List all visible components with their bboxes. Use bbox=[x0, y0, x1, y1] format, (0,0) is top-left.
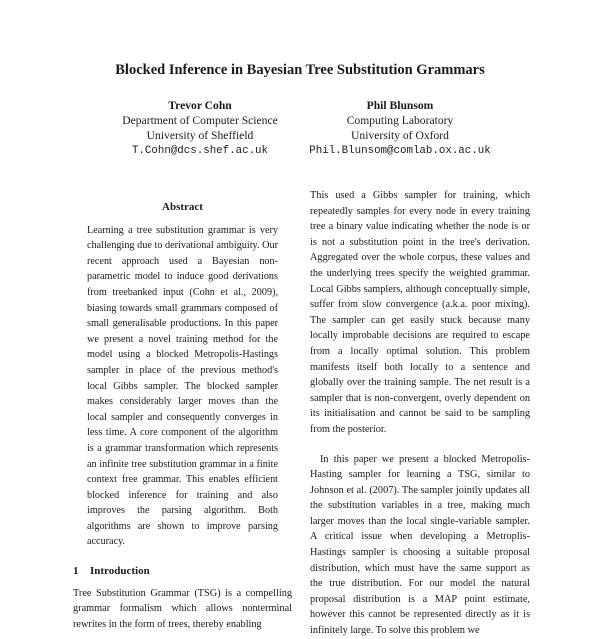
section-number: 1 bbox=[73, 565, 79, 578]
right-column bbox=[310, 188, 530, 639]
left-column bbox=[73, 200, 292, 632]
body-paragraph-2: In this paper we present a blocked Metropolis-Hasting sampler for learning a TSG, similar to Johnson et al. (2007). The sampler jointly updates all the substitution variables in a tree, making much larger moves than the local single-variable sampler. A critical issue when developing a Metroplis-Hastings sampler is choosing a suitable proposal distribution, which must have the same support as the true distribution. For our model the natural proposal distribution is a MAP point estimate, however this cannot be represented directly as it is infinitely large. To solve this problem we bbox=[310, 453, 530, 637]
abstract-text: Learning a tree substitution grammar is very challenging due to derivational ambiguity. Our recent approach used a Bayesian non-parametric model to induce good derivations from treebanked input (Cohn et al., 2009), biasing towards small grammars composed of small generalisable productions. In this paper we present a novel training method for the model using a blocked Metropolis-Hastings sampler in place of the previous method's local Gibbs sampler. The blocked sampler makes considerably larger moves than the local sampler and consequently converges in less time. A core component of the algorithm is a grammar transformation which represents an infinite tree substitution grammar in a finite context free grammar. This enables efficient blocked inference for training and also improves the parsing algorithm. Both algorithms are shown to improve parsing accuracy. bbox=[87, 224, 278, 548]
author-block-2 bbox=[290, 98, 510, 159]
author-block-1 bbox=[95, 98, 305, 159]
section-heading-introduction bbox=[73, 564, 292, 580]
author-name: Phil Blunsom bbox=[366, 99, 434, 112]
author-institution: University of Oxford bbox=[351, 129, 449, 143]
author-department: Department of Computer Science bbox=[122, 114, 278, 128]
introduction-text: Tree Substitution Grammar (TSG) is a compelling grammar formalism which allows nonterminal rewrites in the form of trees, thereby enabling bbox=[73, 587, 292, 630]
author-department: Computing Laboratory bbox=[346, 114, 454, 128]
abstract-heading: Abstract bbox=[162, 201, 203, 213]
paper-title: Blocked Inference in Bayesian Tree Substitution Grammars bbox=[115, 62, 485, 78]
author-email: Phil.Blunsom@comlab.ox.ac.uk bbox=[309, 144, 491, 157]
author-institution: University of Sheffield bbox=[146, 129, 254, 143]
section-title: Introduction bbox=[90, 565, 150, 578]
body-paragraph-1: This used a Gibbs sampler for training, which repeatedly samples for every node in every training tree a binary value indicating whether the node is or is not a substitution point in the tree's derivation. Aggregated over the whole corpus, these values and the underlying trees specify the weighted grammar. Local Gibbs samplers, although conceptually simple, suffer from slow convergence (a.k.a. poor mixing). The sampler can get easily stuck because many locally improbable decisions are required to escape from a locally optimal solution. This problem manifests itself both locally to a sentence and globally over the training sample. The net result is a sampler that is non-convergent, overly dependent on its initialisation and cannot be said to be sampling from the posterior. bbox=[310, 190, 530, 435]
author-email: T.Cohn@dcs.shef.ac.uk bbox=[131, 144, 269, 157]
author-name: Trevor Cohn bbox=[168, 99, 232, 112]
